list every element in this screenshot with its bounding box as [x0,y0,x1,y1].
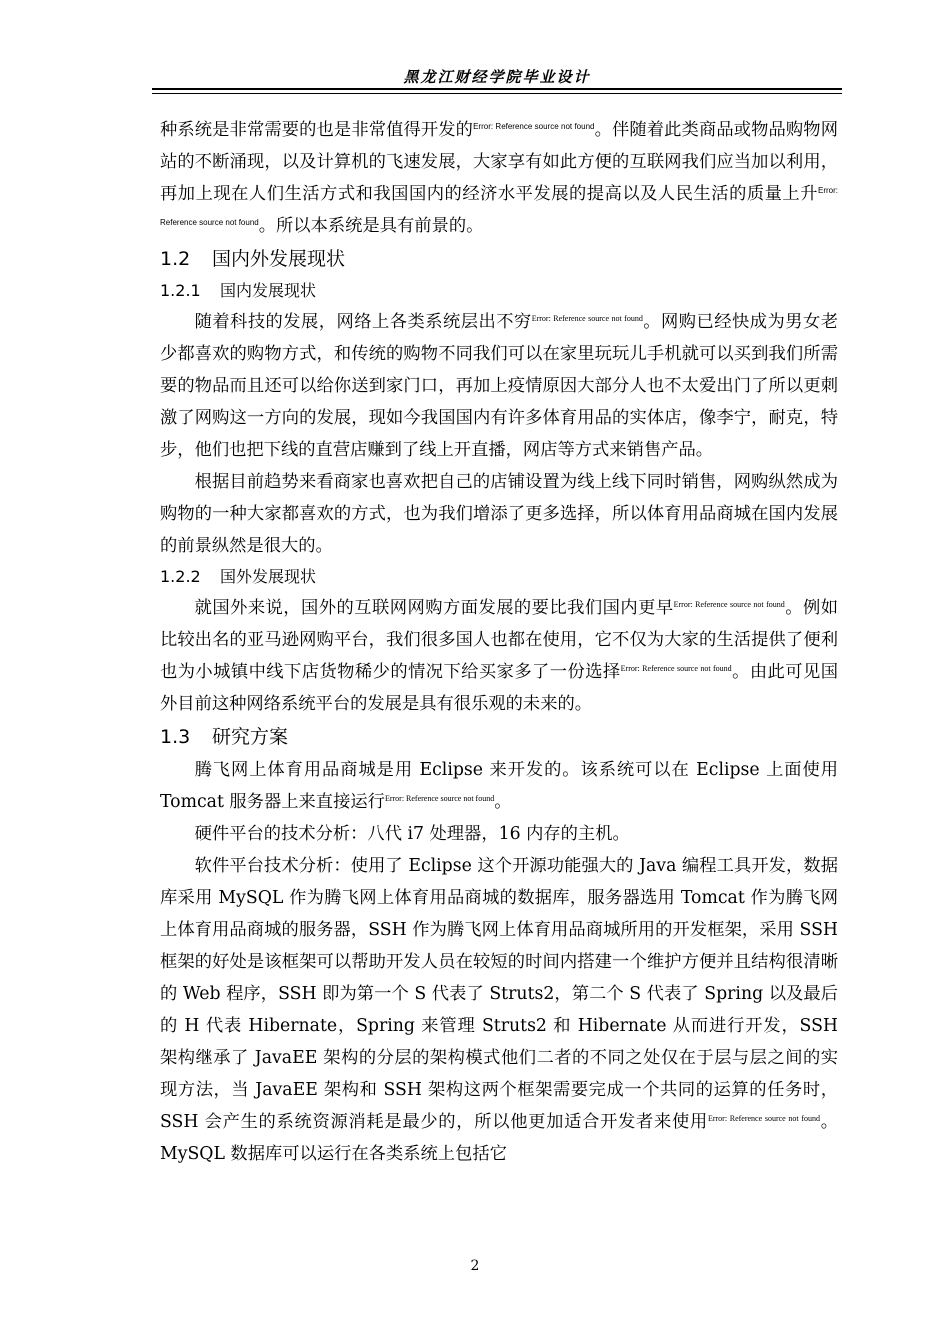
reference-error: Error: Reference source not found [160,186,838,227]
paragraph-text: 。例如比较出名的亚马逊网购平台，我们很多国人也都在使用，它不仅为大家的生活提供了便利也为小城镇中线下店货物稀少的情况下给买家多了一份选择 [160,598,838,682]
paragraph-text: 。伴随着此类商品或物品购物网站的不断涌现，以及计算机的飞速发展，大家享有如此方便的互联网我们应当加以利用，再加上现在人们生活方式和我国国内的经济水平发展的提高以及人民生活的质量上升 [160,120,838,204]
paragraph-text: 。MySQL 数据库可以运行在各类系统上包括它 [160,1112,838,1164]
section-title: 研究方案 [212,726,289,748]
section-number: 1.2.2 [160,567,201,586]
header-rule [152,88,842,90]
section-title: 国外发展现状 [220,567,317,586]
paragraph-text: 腾飞网上体育用品商城是用 Eclipse 来开发的。该系统可以在 Eclipse 上面使用 Tomcat 服务器上来直接运行 [160,760,838,812]
paragraph [160,754,838,818]
reference-error: Error: Reference source not found [707,1114,820,1123]
header-title: 黑龙江财经学院毕业设计 [403,68,591,86]
paragraph-text: 。 [494,792,512,812]
header-rule-thin [152,93,842,94]
section-title: 国内发展现状 [220,281,317,300]
paragraph-text: 随着科技的发展，网络上各类系统层出不穷 [194,312,532,332]
page-number: 2 [470,1258,480,1274]
section-number: 1.2.1 [160,281,201,300]
paragraph [160,592,838,720]
paragraph-text: 。所以本系统是具有前景的。 [258,216,484,236]
document-body [160,114,838,1170]
paragraph-text: 就国外来说，国外的互联网网购方面发展的要比我们国内更早 [194,598,674,618]
section-number: 1.3 [160,726,191,748]
subsection-heading-1-2-2 [160,562,838,592]
section-heading-1-3 [160,720,838,754]
paragraph-text: 。由此可见国外目前这种网络系统平台的发展是具有很乐观的未来的。 [160,662,838,714]
reference-error: Error: Reference source not found [620,664,732,673]
paragraph [160,306,838,466]
section-heading-1-2 [160,242,838,276]
subsection-heading-1-2-1 [160,276,838,306]
reference-error: Error: Reference source not found [531,314,643,323]
page-header [152,64,842,90]
reference-error: Error: Reference source not found [673,600,785,609]
paragraph: 硬件平台的技术分析：八代 i7 处理器，16 内存的主机。 [194,824,630,844]
section-title: 国内外发展现状 [212,248,346,270]
paragraph-text: 种系统是非常需要的也是非常值得开发的 [160,120,474,140]
reference-error: Error: Reference source not found [384,794,495,803]
paragraph-text: 。网购已经快成为男女老少都喜欢的购物方式，和传统的购物不同我们可以在家里玩玩儿手机就可以买到我们所需要的物品而且还可以给你送到家门口，再加上疫情原因大部分人也不太爱出门了所以更刺激了网购这一方向的发展，现如今我国国内有许多体育用品的实体店，像李宁，耐克，特步，他们也把下线的直营店赚到了线上开直播，网店等方式来销售产品。 [160,312,838,460]
reference-error: Error: Reference source not found [473,122,595,131]
paragraph [160,850,838,1170]
paragraph: 根据目前趋势来看商家也喜欢把自己的店铺设置为线上线下同时销售，网购纵然成为购物的一种大家都喜欢的方式，也为我们增添了更多选择，所以体育用品商城在国内发展的前景纵然是很大的。 [160,472,838,556]
paragraph-text: 软件平台技术分析：使用了 Eclipse 这个开源功能强大的 Java 编程工具开发，数据库采用 MySQL 作为腾飞网上体育用品商城的数据库，服务器选用 Tomcat 作为腾飞网上体育用品商城的服务器，SSH 作为腾飞网上体育用品商城所用的开发框架，采用 SSH 框架的好处是该框架可以帮助开发人员在较短的时间内搭建一个维护方便并且结构很清晰的 Web 程序，SSH 即为第一个 S 代表了 Struts2，第二个 S 代表了 Spring 以及最后的 H 代表 Hibernate，Spring 来管理 Struts2 和 Hibernate 从而进行开发，SSH 架构继承了 JavaEE 架构的分层的架构模式他们二者的不同之处仅在于层与层之间的实现方法，当 JavaEE 架构和 SSH 架构这两个框架需要完成一个共同的运算的任务时，SSH 会产生的系统资源消耗是最少的，所以他更加适合开发者来使用 [160,856,838,1132]
section-number: 1.2 [160,248,191,270]
paragraph [160,114,838,242]
